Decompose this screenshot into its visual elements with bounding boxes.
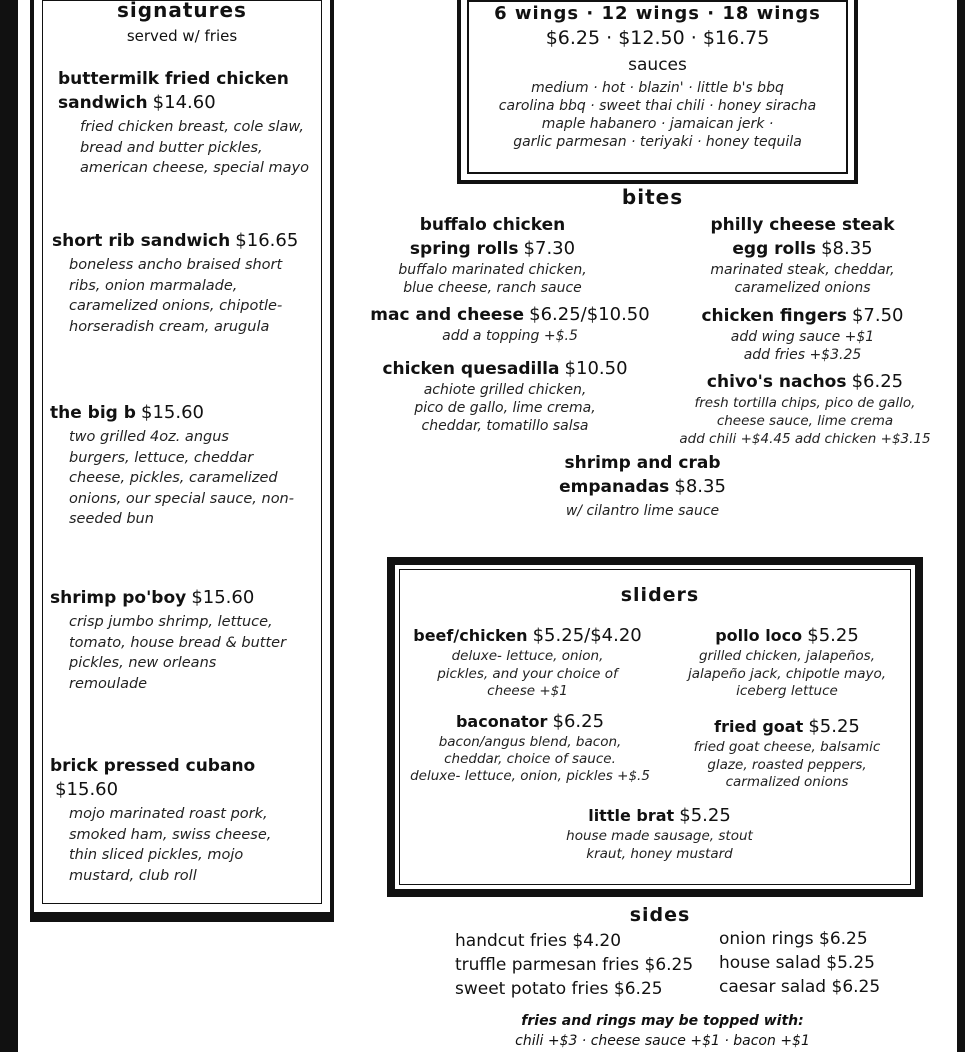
item-price: $6.25 xyxy=(552,711,605,732)
bite-mac-and-cheese xyxy=(345,303,675,345)
sauces-title: sauces xyxy=(628,55,687,75)
item-name: the big b xyxy=(50,403,136,423)
item-price: $15.60 xyxy=(191,587,255,608)
item-name: fried goat xyxy=(714,717,804,736)
item-description: achiote grilled chicken, pico de gallo, lime crema, cheddar, tomatillo salsa xyxy=(414,382,596,434)
item-name: sandwich xyxy=(58,93,148,113)
item-price: $6.25 xyxy=(851,371,904,392)
item-description: bacon/angus blend, bacon, cheddar, choice of sauce. deluxe- lettuce, onion, pickles +$.5 xyxy=(410,734,650,784)
item-name: little brat xyxy=(588,806,675,825)
item-description: marinated steak, cheddar, caramelized onions xyxy=(710,262,895,296)
signature-item-big-b xyxy=(50,401,320,530)
item-price: $5.25 xyxy=(679,805,731,826)
item-price: $7.50 xyxy=(851,305,904,326)
sides-toppings: chili +$3 · cheese sauce +$1 · bacon +$1 xyxy=(515,1033,810,1049)
item-description: mojo marinated roast pork, smoked ham, swiss cheese, thin sliced pickles, mojo mustard, club roll xyxy=(69,806,272,884)
item-name: baconator xyxy=(455,712,548,731)
side-item: onion rings $6.25 xyxy=(719,929,868,949)
item-name: empanadas xyxy=(559,477,670,497)
item-price: $5.25 xyxy=(808,716,860,737)
item-description: crisp jumbo shrimp, lettuce, tomato, house bread & butter pickles, new orleans remoulade xyxy=(69,614,287,692)
signature-item-short-rib xyxy=(52,229,322,337)
sides-topped-title: fries and rings may be topped with: xyxy=(521,1013,804,1029)
item-name: chivo's nachos xyxy=(706,372,847,392)
slider-beef-chicken xyxy=(400,624,655,701)
wings-sizes: 6 wings · 12 wings · 18 wings xyxy=(494,3,821,24)
slider-fried-goat xyxy=(672,715,902,792)
item-name: shrimp po'boy xyxy=(50,588,187,608)
item-price: $5.25/$4.20 xyxy=(532,625,642,646)
item-name: chicken fingers xyxy=(701,306,847,326)
item-description: fried goat cheese, balsamic glaze, roasted peppers, carmalized onions xyxy=(693,739,881,790)
slider-pollo-loco xyxy=(672,624,902,701)
page-left-edge xyxy=(0,0,18,1052)
signature-item-buttermilk xyxy=(58,67,323,179)
item-description: house made sausage, stout kraut, honey mustard xyxy=(566,828,753,862)
item-description: w/ cilantro lime sauce xyxy=(565,503,720,519)
bite-chicken-fingers xyxy=(665,304,940,364)
bite-shrimp-crab-empanadas xyxy=(520,452,765,520)
sides-title: sides xyxy=(629,904,691,926)
item-description: boneless ancho braised short ribs, onion marmalade, caramelized onions, chipotle- horseradish cream, arugula xyxy=(69,257,283,335)
item-price: $15.60 xyxy=(55,779,119,800)
item-name: pollo loco xyxy=(715,626,803,645)
item-name: mac and cheese xyxy=(370,305,525,325)
side-item: caesar salad $6.25 xyxy=(719,977,881,997)
sauces-list: medium · hot · blazin' · little b's bbq carolina bbq · sweet thai chili · honey siracha maple habanero · jamaican jerk · garlic parmesan · teriyaki · honey tequila xyxy=(498,80,817,150)
item-name: buttermilk fried chicken xyxy=(58,69,289,89)
item-name: shrimp and crab xyxy=(564,453,721,473)
signatures-subtitle: served w/ fries xyxy=(126,27,238,45)
wings-prices: $6.25 · $12.50 · $16.75 xyxy=(545,27,770,49)
signatures-title: signatures xyxy=(117,0,247,22)
bite-chicken-quesadilla xyxy=(355,357,655,435)
item-price: $8.35 xyxy=(674,476,726,497)
side-item: house salad $5.25 xyxy=(719,953,875,973)
item-name: spring rolls xyxy=(409,239,519,259)
item-name: short rib sandwich xyxy=(52,231,231,251)
item-description: grilled chicken, jalapeños, jalapeño jack, chipotle mayo, iceberg lettuce xyxy=(687,648,887,699)
item-description: buffalo marinated chicken, blue cheese, ranch sauce xyxy=(398,262,587,296)
item-description: two grilled 4oz. angus burgers, lettuce, cheddar cheese, pickles, caramelized onions, our special sauce, non- seeded bun xyxy=(69,429,294,527)
item-price: $5.25 xyxy=(807,625,859,646)
item-price: $10.50 xyxy=(564,358,628,379)
page-right-edge xyxy=(957,0,965,1052)
sides-left-list xyxy=(455,929,720,1001)
item-description: add a topping +$.5 xyxy=(442,328,578,344)
item-price: $8.35 xyxy=(821,238,873,259)
signature-item-cubano xyxy=(50,754,325,886)
sliders-title: sliders xyxy=(620,584,700,606)
signature-item-po-boy xyxy=(50,586,320,694)
bite-chivos-nachos xyxy=(665,370,945,448)
sides-right-list xyxy=(719,927,944,999)
signatures-box-shadow xyxy=(30,912,334,922)
side-item: truffle parmesan fries $6.25 xyxy=(455,955,694,975)
item-price: $15.60 xyxy=(141,402,205,423)
item-description: fried chicken breast, cole slaw, bread and butter pickles, american cheese, special mayo xyxy=(80,119,309,176)
item-price: $14.60 xyxy=(152,92,216,113)
side-item: handcut fries $4.20 xyxy=(455,931,622,951)
item-name: philly cheese steak xyxy=(710,215,895,235)
item-name: chicken quesadilla xyxy=(382,359,560,379)
item-name: buffalo chicken xyxy=(419,215,566,235)
side-item: sweet potato fries $6.25 xyxy=(455,979,663,999)
item-name: brick pressed cubano xyxy=(50,756,256,776)
item-name: egg rolls xyxy=(732,239,816,259)
item-description: add wing sauce +$1 add fries +$3.25 xyxy=(730,329,875,363)
item-description: deluxe- lettuce, onion, pickles, and your choice of cheese +$1 xyxy=(437,648,618,699)
item-name: beef/chicken xyxy=(413,626,528,645)
item-price: $7.30 xyxy=(523,238,576,259)
item-description: fresh tortilla chips, pico de gallo, cheese sauce, lime crema add chili +$4.45 add chicken +$3.15 xyxy=(679,395,931,447)
bite-buffalo-spring-rolls xyxy=(355,214,630,297)
slider-baconator xyxy=(400,710,660,785)
item-price: $6.25/$10.50 xyxy=(529,304,650,325)
bites-title: bites xyxy=(621,185,684,209)
bite-philly-egg-rolls xyxy=(665,214,940,297)
slider-little-brat xyxy=(532,804,787,863)
item-price: $16.65 xyxy=(235,230,299,251)
